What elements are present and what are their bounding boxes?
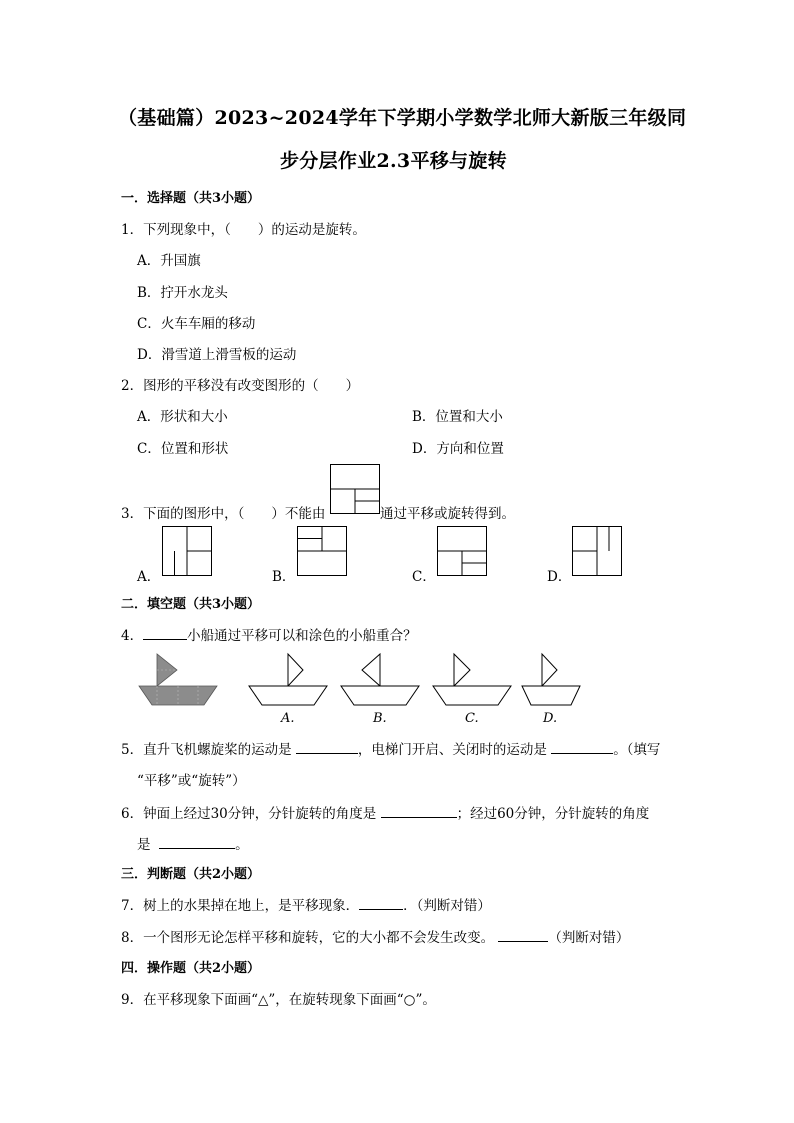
question-5-blank-2[interactable] — [551, 752, 613, 754]
question-3-stem-post: 通过平移或旋转得到。 — [380, 506, 515, 522]
section-heading-operation: 四．操作题（共2小题） — [121, 961, 261, 976]
shaded-boat — [138, 652, 220, 708]
question-6-line2-post: 。 — [235, 837, 249, 853]
page-title-line1: （基础篇）2023~2024学年下学期小学数学北师大新版三年级同 — [118, 107, 687, 129]
question-3-label-b: B． — [272, 569, 296, 585]
question-3-stem-pre: 3．下面的图形中，（ ）不能由 — [121, 506, 326, 522]
question-5-part3: 。（填写 — [613, 742, 661, 758]
question-3-figure-a — [162, 526, 212, 576]
question-9-stem: 9．在平移现象下面画“△”，在旋转现象下面画“○”。 — [121, 992, 436, 1008]
question-2-stem: 2．图形的平移没有改变图形的（ ） — [121, 378, 360, 394]
question-3-figure-b — [297, 526, 347, 576]
boat-label-c: C. — [465, 711, 479, 726]
question-3-label-d: D． — [547, 569, 572, 585]
question-3-label-c: C． — [412, 569, 436, 585]
boat-option-b — [340, 652, 420, 706]
question-4-text: 小船通过平移可以和涂色的小船重合？ — [187, 628, 417, 644]
question-3-figure-c — [437, 526, 487, 576]
question-4-answer-blank[interactable] — [143, 638, 187, 640]
boat-label-d: D. — [543, 711, 558, 726]
boat-label-a: A. — [281, 711, 295, 726]
page-title-line2: 步分层作业2.3平移与旋转 — [280, 150, 507, 172]
question-6-line2-pre: 是 — [137, 837, 151, 853]
question-5-part2: ，电梯门开启、关闭时的运动是 — [357, 742, 547, 758]
question-1-option-b: B．拧开水龙头 — [137, 285, 228, 301]
question-1-option-d: D．滑雪道上滑雪板的运动 — [137, 347, 297, 363]
boat-label-b: B. — [373, 711, 387, 726]
section-heading-judge: 三．判断题（共2小题） — [121, 867, 261, 882]
boat-option-a — [248, 652, 328, 706]
question-8 — [121, 926, 629, 946]
question-8-answer-blank[interactable] — [498, 940, 548, 942]
question-2-option-c: C．位置和形状 — [137, 441, 229, 457]
question-4-number: 4． — [121, 628, 144, 644]
question-8-part1: 8．一个图形无论怎样平移和旋转，它的大小都不会发生改变。 — [121, 930, 495, 946]
question-7-answer-blank[interactable] — [359, 908, 403, 910]
question-7 — [121, 894, 491, 914]
section-heading-fill: 二．填空题（共3小题） — [121, 597, 261, 612]
question-6-blank-1[interactable] — [381, 816, 457, 818]
question-3-label-a: A． — [137, 569, 161, 585]
question-2-option-a: A．形状和大小 — [137, 409, 228, 425]
question-1-option-a: A．升国旗 — [137, 253, 201, 269]
question-1-stem: 1．下列现象中，（ ）的运动是旋转。 — [121, 222, 366, 238]
question-2-option-b: B．位置和大小 — [412, 409, 503, 425]
question-6-line2 — [137, 833, 249, 853]
question-5-part1: 5．直升飞机螺旋桨的运动是 — [121, 742, 292, 758]
question-6-part1: 6．钟面上经过30分钟，分针旋转的角度是 — [121, 806, 377, 822]
question-3-figure-d — [572, 526, 622, 576]
question-5-blank-1[interactable] — [296, 752, 358, 754]
boat-option-c — [432, 652, 512, 706]
question-8-part2: （判断对错） — [548, 930, 630, 946]
question-5-line1 — [121, 738, 660, 758]
question-4-stem — [121, 624, 417, 644]
question-2-option-d: D．方向和位置 — [412, 441, 504, 457]
question-6-part2: ；经过60分钟，分针旋转的角度 — [456, 806, 650, 822]
section-heading-choice: 一．选择题（共3小题） — [121, 191, 261, 206]
question-1-option-c: C．火车车厢的移动 — [137, 316, 256, 332]
boat-option-d — [521, 652, 581, 706]
question-7-part1: 7．树上的水果掉在地上，是平移现象． — [121, 898, 360, 914]
question-5-line2: “平移”或“旋转”） — [137, 773, 246, 789]
question-3-reference-figure — [330, 464, 380, 514]
question-7-part2: ．（判断对错） — [403, 898, 491, 914]
question-6-line1 — [121, 802, 649, 822]
question-6-blank-2[interactable] — [159, 847, 235, 849]
